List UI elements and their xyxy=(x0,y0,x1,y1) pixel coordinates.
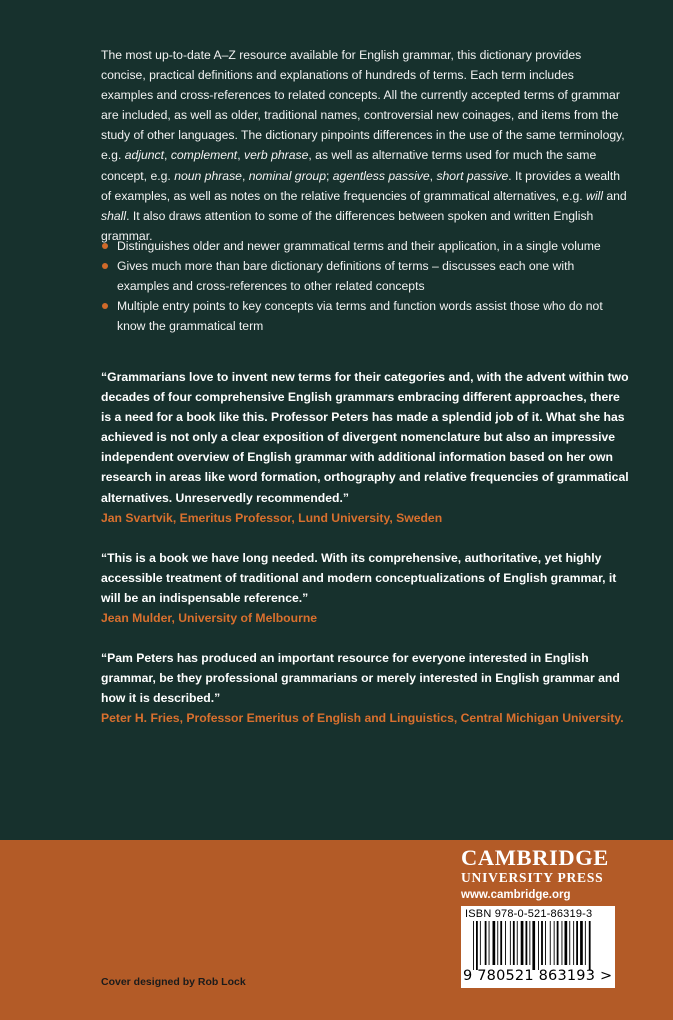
barcode-stripe xyxy=(532,921,535,970)
publisher-name: CAMBRIDGE xyxy=(461,845,609,870)
barcode-stripe xyxy=(480,921,481,965)
isbn-label: ISBN 978-0-521-86319-3 xyxy=(465,908,593,920)
barcode-stripe xyxy=(517,921,518,965)
barcode-stripe xyxy=(529,921,530,965)
barcode-stripe xyxy=(580,921,583,965)
cover-credit: Cover designed by Rob Lock xyxy=(101,976,246,988)
quote-attribution: Jean Mulder, University of Melbourne xyxy=(101,611,318,626)
feature-item: Distinguishes older and newer grammatical terms and their application, in a single volume xyxy=(101,236,629,256)
publisher-band xyxy=(0,840,673,1020)
quote-attribution: Jan Svartvik, Emeritus Professor, Lund University, Sweden xyxy=(101,510,443,525)
barcode-stripe xyxy=(473,921,474,970)
barcode-stripe xyxy=(526,921,528,965)
feature-item: Gives much more than bare dictionary definitions of terms – discusses each one with examples and cross-references to other related concepts xyxy=(101,256,629,296)
feature-list xyxy=(101,236,629,336)
publisher-url: www.cambridge.org xyxy=(461,889,571,901)
quote-text: “Grammarians love to invent new terms for their categories and, with the advent within two decades of four comprehensive English grammars embracing different approaches, there is a need for a book like this. Professor Peters has made a splendid job of it. What she has achieved is not only a clear exposition of divergent nomenclature but also an impressive independent overview of English grammar with additional information based on her own research in areas like word formation, orthography and relative frequencies of grammatical alternatives. Unreservedly recommended.” xyxy=(101,370,629,505)
publisher-subtitle: UNIVERSITY PRESS xyxy=(461,870,604,885)
barcode-stripe xyxy=(573,921,574,965)
barcode-stripe xyxy=(550,921,551,965)
barcode-stripe xyxy=(510,921,511,965)
barcode-stripe xyxy=(541,921,543,965)
barcode-stripe xyxy=(554,921,555,965)
barcode-stripe xyxy=(557,921,559,965)
review-quote xyxy=(101,648,629,728)
barcode-stripe xyxy=(485,921,487,965)
barcode-stripe xyxy=(505,921,506,965)
feature-item: Multiple entry points to key concepts via terms and function words assist those who do not know the grammatical term xyxy=(101,296,629,336)
review-quote xyxy=(101,548,629,628)
isbn-barcode xyxy=(461,906,615,988)
barcode-stripe xyxy=(497,921,498,965)
barcode-stripe xyxy=(569,921,570,965)
publisher-logo xyxy=(461,846,621,903)
barcode-stripe xyxy=(545,921,546,965)
bullet-icon xyxy=(102,263,108,269)
barcode-stripe xyxy=(513,921,515,965)
barcode-stripe xyxy=(500,921,502,965)
barcode-stripe xyxy=(489,921,490,965)
barcode-stripe xyxy=(576,921,578,965)
barcode-stripe xyxy=(562,921,563,965)
barcode-stripe xyxy=(585,921,586,965)
bullet-icon xyxy=(102,303,108,309)
quote-text: “Pam Peters has produced an important resource for everyone interested in English grammar, be they professional grammarians or merely interested in English grammar and how it is described.” xyxy=(101,651,620,706)
barcode-bars xyxy=(473,921,613,970)
barcode-stripe xyxy=(538,921,539,970)
barcode-stripe xyxy=(589,921,591,970)
review-quote xyxy=(101,367,629,528)
barcode-stripe xyxy=(521,921,524,965)
barcode-digits: 9 780521 863193 > xyxy=(463,968,613,984)
barcode-stripe xyxy=(493,921,496,965)
quote-text: “This is a book we have long needed. With its comprehensive, authoritative, yet highly accessible treatment of traditional and modern conceptualizations of English grammar, it will be an indispensable reference.” xyxy=(101,551,617,606)
description-blurb xyxy=(101,45,629,246)
quote-attribution: Peter H. Fries, Professor Emeritus of English and Linguistics, Central Michigan University. xyxy=(101,711,624,726)
bullet-icon xyxy=(102,243,108,249)
barcode-stripe xyxy=(565,921,568,965)
barcode-stripe xyxy=(476,921,478,970)
description-paragraph: The most up-to-date A–Z resource available for English grammar, this dictionary provides concise, practical definitions and explanations of hundreds of terms. Each term includes examples and cross-references to related concepts. All the currently accepted terms of grammar are included, as well as older, traditional names, controversial new coinages, and items from the study of other languages. The dictionary pinpoints differences in the use of the same terminology, e.g. adjunct, complement, verb phrase, as well as alternative terms used for much the same concept, e.g. noun phrase, nominal group; agentless passive, short passive. It provides a wealth of examples, as well as notes on the relative frequencies of grammatical alternatives, e.g. will and shall. It also draws attention to some of the differences between spoken and written English grammar. xyxy=(101,48,627,243)
